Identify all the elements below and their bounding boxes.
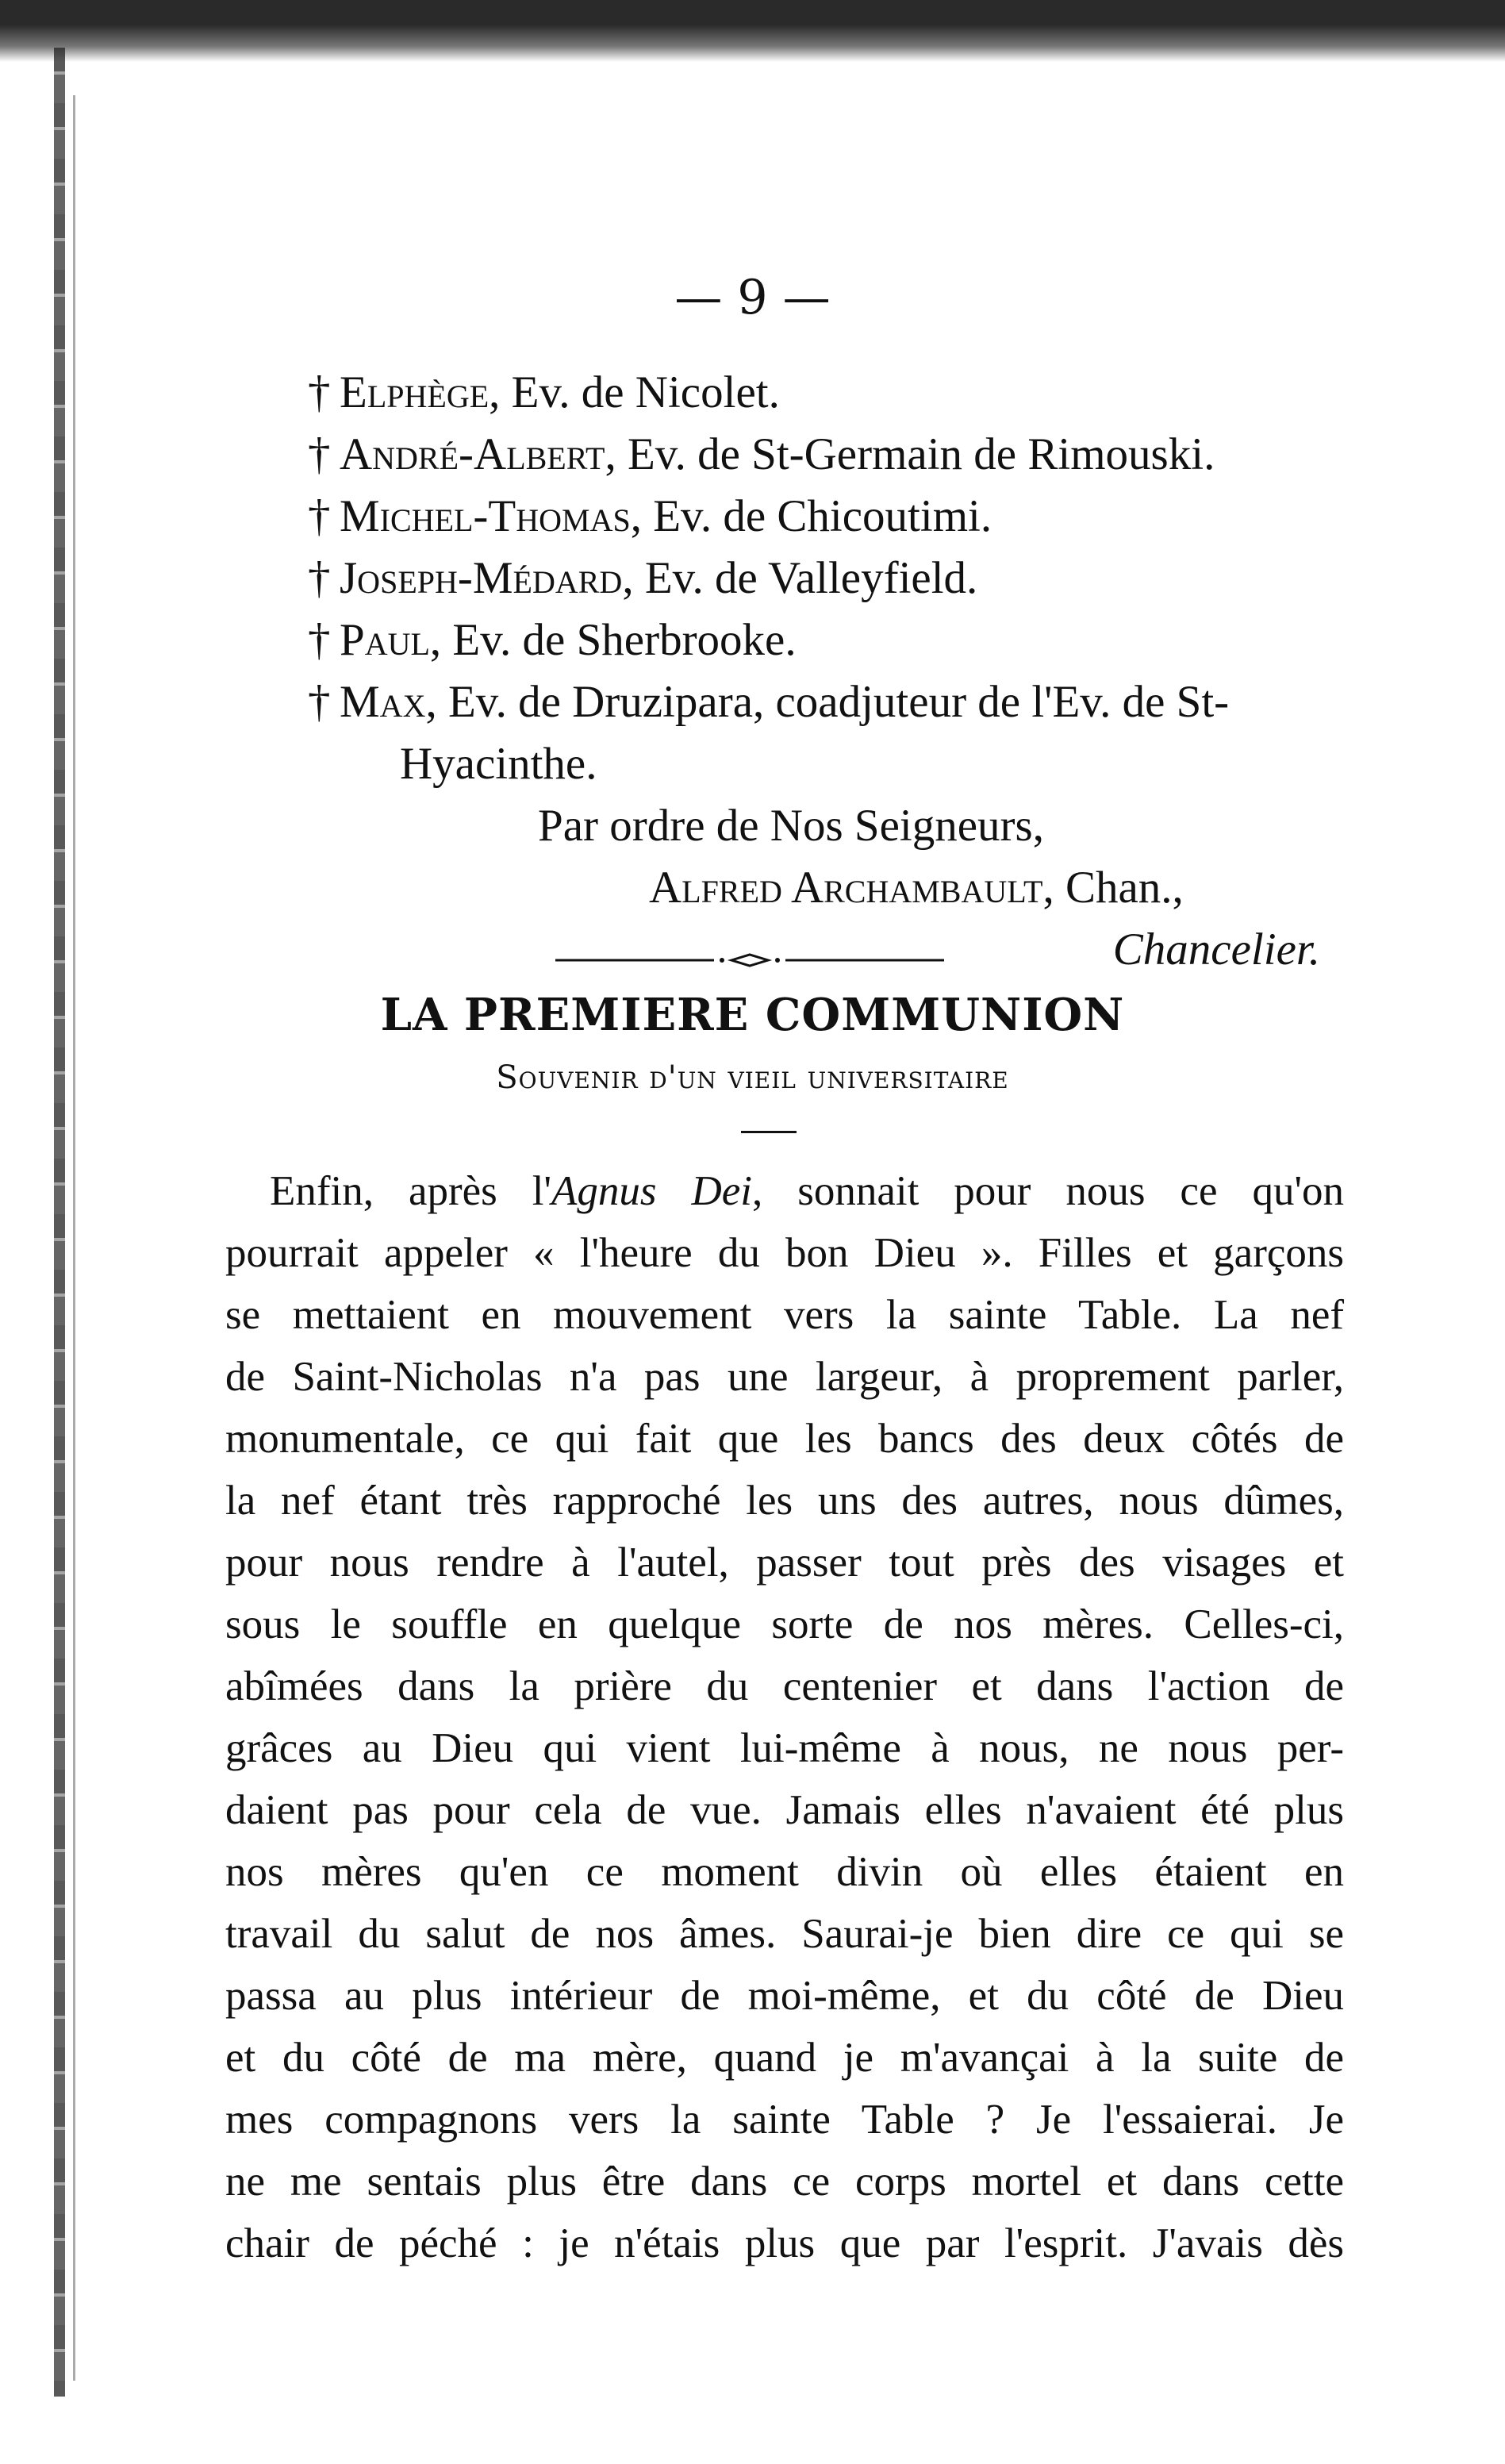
emphasis: Agnus Dei	[551, 1168, 752, 1214]
cross-icon: †	[308, 677, 331, 727]
paragraph-line: travail du salut de nos âmes. Saurai-je bien dire ce qui se	[225, 1911, 1344, 1957]
signature-line	[308, 424, 1339, 486]
bishop-see: , Ev. de Chicoutimi.	[630, 491, 992, 541]
section-heading: LA PREMIERE COMMUNION	[380, 989, 1125, 1041]
bishop-name: Michel-Thomas	[340, 491, 631, 541]
chancellor-name: Alfred Archambault	[649, 863, 1043, 913]
paragraph-line: Enfin, après l'Agnus Dei, sonnait pour nous ce qu'on	[270, 1168, 1344, 1214]
heading-dash	[741, 1131, 797, 1133]
paragraph-line: abîmées dans la prière du centenier et dans l'action de	[225, 1663, 1344, 1709]
paragraph-line: monumentale, ce qui fait que les bancs des deux côtés de	[225, 1416, 1344, 1462]
cross-icon: †	[308, 491, 331, 541]
signature-line	[308, 486, 1339, 548]
bishop-see: , Ev. de Sherbrooke.	[429, 615, 797, 665]
paragraph-line: nos mères qu'en ce moment divin où elles étaient en	[225, 1849, 1344, 1895]
cross-icon: †	[308, 367, 331, 417]
chancellor-line	[308, 857, 1339, 919]
scan-binding-edge	[54, 48, 65, 2397]
bishop-see: , Ev. de Nicolet.	[489, 367, 780, 417]
section-subheading: Souvenir d'un vieil universitaire	[496, 1059, 1009, 1096]
cross-icon: †	[308, 615, 331, 665]
paragraph-line: passa au plus intérieur de moi-même, et du côté de Dieu	[225, 1973, 1344, 2019]
bishop-name: André-Albert	[340, 429, 605, 479]
scan-top-border	[0, 0, 1505, 62]
page-number: — 9 —	[674, 270, 831, 325]
signature-line	[308, 362, 1339, 424]
ornament-divider	[555, 952, 944, 968]
signature-line	[308, 609, 1339, 671]
cross-icon: †	[308, 553, 331, 603]
paragraph-line: ne me sentais plus être dans ce corps mortel et dans cette	[225, 2158, 1344, 2205]
paragraph-line: se mettaient en mouvement vers la sainte Table. La nef	[225, 1292, 1344, 1338]
paragraph-line: pour nous rendre à l'autel, passer tout près des visages et	[225, 1540, 1344, 1586]
bishop-name: Paul	[340, 615, 430, 665]
paragraph-line: daient pas pour cela de vue. Jamais elles n'avaient été plus	[225, 1787, 1344, 1833]
paragraph-line: et du côté de ma mère, quand je m'avançai à la suite de	[225, 2035, 1344, 2081]
paragraph-line: mes compagnons vers la sainte Table ? Je l'essaierai. Je	[225, 2097, 1344, 2143]
paragraph-line: de Saint-Nicholas n'a pas une largeur, à proprement parler,	[225, 1354, 1344, 1400]
scan-binding-line	[73, 95, 75, 2381]
cross-icon: †	[308, 429, 331, 479]
signature-line	[308, 548, 1339, 609]
paragraph-line: pourrait appeler « l'heure du bon Dieu ». Filles et garçons	[225, 1230, 1344, 1276]
paragraph-line: sous le souffle en quelque sorte de nos mères. Celles-ci,	[225, 1601, 1344, 1647]
bishop-see: , Ev. de St-Germain de Rimouski.	[605, 429, 1215, 479]
paragraph-line: grâces au Dieu qui vient lui-même à nous, ne nous per-	[225, 1725, 1344, 1771]
bishop-name: Elphège	[340, 367, 490, 417]
chancellor-title: Chancelier.	[1112, 924, 1320, 974]
chancellor-suffix: , Chan.,	[1042, 863, 1184, 913]
signature-continuation: Hyacinthe.	[400, 739, 597, 789]
article-body	[225, 1160, 1344, 2274]
bishop-see: , Ev. de Druzipara, coadjuteur de l'Ev. de St-	[425, 677, 1230, 727]
order-line: Par ordre de Nos Seigneurs,	[538, 801, 1044, 851]
signature-block	[308, 362, 1339, 981]
paragraph-line: la nef étant très rapproché les uns des autres, nous dûmes,	[225, 1478, 1344, 1524]
bishop-name: Max	[340, 677, 426, 727]
paragraph-line: chair de péché : je n'étais plus que par l'esprit. J'avais dès	[225, 2220, 1344, 2266]
bishop-see: , Ev. de Valleyfield.	[622, 553, 978, 603]
bishop-name: Joseph-Médard	[340, 553, 623, 603]
signature-line	[308, 671, 1339, 733]
